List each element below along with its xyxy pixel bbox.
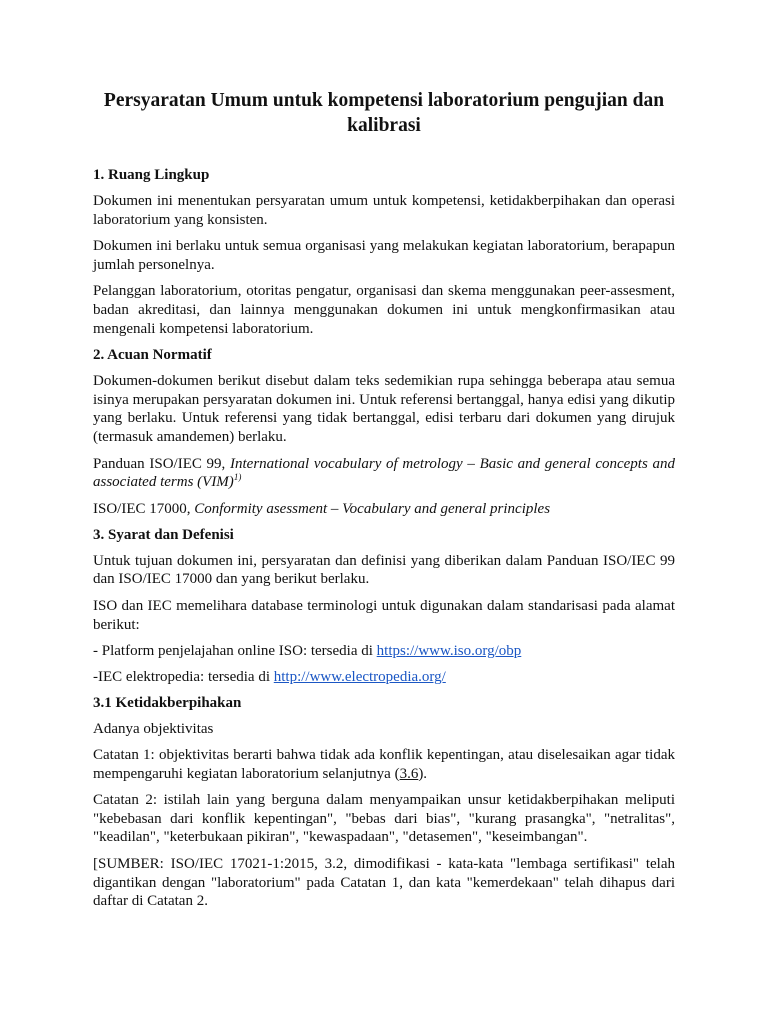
iec-electropedia-line	[93, 668, 675, 686]
section-3-1-definition: Adanya objektivitas	[93, 721, 214, 738]
reference-1-footnote-mark: 1)	[233, 472, 242, 483]
iec-electropedia-text: -IEC elektropedia: tersedia di	[93, 669, 274, 686]
section-3-heading: 3. Syarat dan Defenisi	[93, 526, 234, 543]
reference-2-prefix: ISO/IEC 17000,	[93, 500, 195, 517]
normative-reference-1	[93, 455, 675, 492]
reference-1-title: International vocabulary of metrology – Basic and general concepts and associated terms (VIM)	[93, 455, 675, 491]
section-2-paragraph-1: Dokumen-dokumen berikut disebut dalam teks sedemikian rupa sehingga beberapa atau semua isinya merupakan persyaratan dokumen ini. Untuk referensi bertanggal, hanya edisi yang dikutip yang berlaku. Untuk referensi yang tidak bertanggal, edisi terbaru dari dokumen yang dirujuk (termasuk amandemen) berlaku.	[93, 373, 675, 445]
note-2: Catatan 2: istilah lain yang berguna dalam menyampaikan unsur ketidakberpihakan meliputi "kebebasan dari konflik kepentingan", "bebas dari bias", "kurang prasangka", "netralitas", "keadilan", "keterbukaan pikiran", "kewaspadaan", "detasemen", "keseimbangan".	[93, 792, 675, 846]
section-1-paragraph-2: Dokumen ini berlaku untuk semua organisasi yang melakukan kegiatan laboratorium, berapapun jumlah personelnya.	[93, 238, 675, 273]
iso-platform-line	[93, 642, 675, 660]
section-1-paragraph-3: Pelanggan laboratorium, otoritas pengatur, organisasi dan skema menggunakan peer-assesment, badan akreditasi, dan lainnya menggunakan dokumen ini untuk mengkonfirmasikan atau mengenali kompetensi laboratorium.	[93, 283, 675, 337]
electropedia-link[interactable]: http://www.electropedia.org/	[273, 669, 446, 686]
section-3-1-heading: 3.1 Ketidakberpihakan	[93, 695, 242, 712]
source-note: [SUMBER: ISO/IEC 17021-1:2015, 3.2, dimodifikasi - kata-kata "lembaga sertifikasi" telah digantikan dengan "laboratorium" pada Catatan 1, dan kata "kemerdekaan" telah dihapus dari daftar di Catatan 2.	[93, 856, 675, 910]
note-1-suffix: ).	[418, 765, 428, 782]
iso-platform-text: - Platform penjelajahan online ISO: tersedia di	[93, 643, 377, 660]
clause-3-6-reference[interactable]: 3.6	[399, 765, 419, 782]
normative-reference-2	[93, 500, 675, 518]
note-1	[93, 746, 675, 783]
iso-obp-link[interactable]: https://www.iso.org/obp	[376, 643, 522, 660]
reference-2-title: Conformity asessment – Vocabulary and general principles	[194, 500, 551, 517]
section-1-heading: 1. Ruang Lingkup	[93, 167, 210, 183]
section-3-paragraph-1: Untuk tujuan dokumen ini, persyaratan dan definisi yang diberikan dalam Panduan ISO/IEC 99 dan ISO/IEC 17000 dan yang berikut berlaku.	[93, 552, 675, 588]
section-3-paragraph-2: ISO dan IEC memelihara database terminologi untuk digunakan dalam standarisasi pada alamat berikut:	[93, 597, 675, 633]
section-2-heading: 2. Acuan Normatif	[93, 347, 212, 364]
document-title: Persyaratan Umum untuk kompetensi laboratorium pengujian dan kalibrasi	[103, 90, 665, 136]
note-1-text: Catatan 1: objektivitas berarti bahwa tidak ada konflik kepentingan, atau diselesaikan agar tidak mempengaruhi kegiatan laboratorium selanjutnya (	[93, 747, 675, 782]
document-page	[93, 88, 675, 919]
section-1-paragraph-1: Dokumen ini menentukan persyaratan umum untuk kompetensi, ketidakberpihakan dan operasi laboratorium yang konsisten.	[93, 193, 675, 228]
reference-1-prefix: Panduan ISO/IEC 99,	[93, 455, 231, 472]
